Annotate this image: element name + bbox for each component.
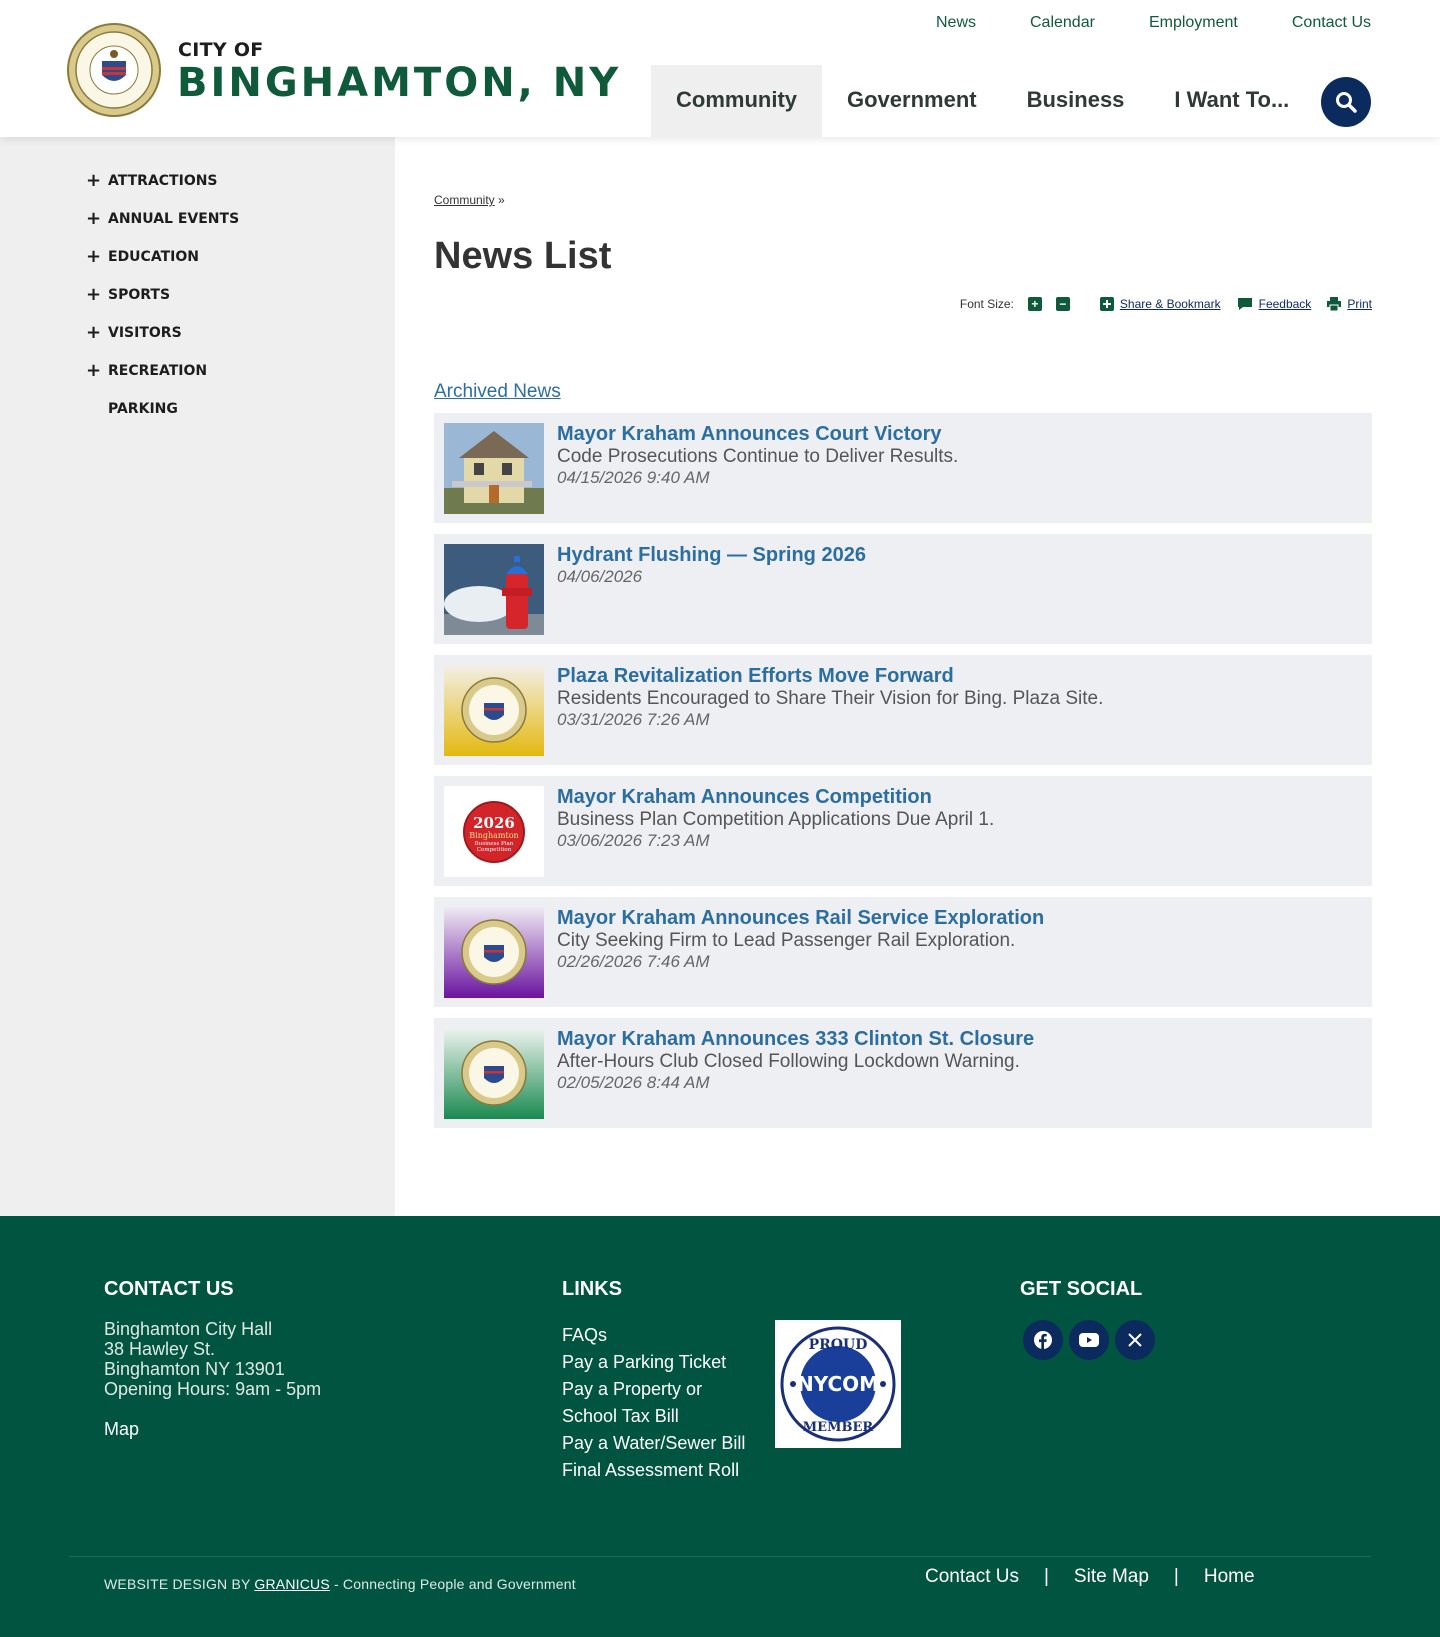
share-label: Share & Bookmark (1119, 297, 1221, 311)
nav-community[interactable]: Community (651, 65, 822, 137)
page-title: News List (434, 235, 612, 277)
footer-contact-address (104, 1319, 321, 1399)
print-label: Print (1347, 297, 1372, 311)
badge-bottom-text: MEMBER (802, 1420, 874, 1435)
main-nav (651, 65, 1314, 137)
site-header (0, 0, 1440, 137)
news-subtitle: City Seeking Firm to Lead Passenger Rail Exploration. (557, 930, 1016, 951)
font-size-label: Font Size: (959, 297, 1014, 311)
footer-bottom-nav (925, 1566, 1255, 1588)
page-tools (960, 297, 1372, 311)
news-title[interactable]: Mayor Kraham Announces Rail Service Exploration (557, 907, 1045, 929)
news-title[interactable]: Hydrant Flushing — Spring 2026 (557, 544, 866, 566)
utility-nav (882, 14, 1371, 32)
nycom-member-badge[interactable] (775, 1320, 901, 1448)
news-date: 03/06/2026 7:23 AM (557, 831, 710, 850)
social-links (1023, 1320, 1155, 1360)
footer-separator: | (1043, 1566, 1049, 1587)
news-title[interactable]: Mayor Kraham Announces Court Victory (557, 423, 942, 445)
news-text (557, 423, 1362, 487)
news-text (557, 665, 1362, 729)
footer-link-tax-bill[interactable]: Pay a Property or School Tax Bill (562, 1379, 703, 1426)
news-title[interactable]: Mayor Kraham Announces Competition (557, 786, 932, 808)
news-thumbnail-hydrant[interactable] (444, 544, 544, 635)
footer-links-list (562, 1322, 762, 1484)
footer-social-heading: GET SOCIAL (1020, 1278, 1143, 1300)
feedback-label: Feedback (1258, 297, 1312, 311)
news-thumbnail-house[interactable] (444, 423, 544, 514)
contact-line: Opening Hours: 9am - 5pm (104, 1379, 322, 1399)
news-subtitle: Business Plan Competition Applications Due April 1. (557, 809, 995, 830)
footer-link-faqs[interactable]: FAQs (562, 1325, 608, 1345)
news-date: 04/15/2026 9:40 AM (557, 468, 710, 487)
print-link[interactable] (1327, 297, 1372, 311)
badge-line3: Competition (476, 847, 512, 853)
news-item[interactable] (434, 776, 1372, 886)
news-subtitle: Code Prosecutions Continue to Deliver Results. (557, 446, 959, 467)
utility-link-calendar[interactable]: Calendar (1030, 14, 1095, 31)
sidebar-item-annual-events[interactable] (0, 200, 395, 238)
contact-line: Binghamton NY 13901 (104, 1359, 285, 1379)
footer-links-heading: LINKS (562, 1278, 622, 1300)
search-icon (1335, 91, 1357, 113)
expand-plus-icon[interactable]: + (86, 322, 102, 343)
news-text (557, 1028, 1362, 1092)
news-title[interactable]: Plaza Revitalization Efforts Move Forward (557, 665, 954, 687)
nav-i-want-to[interactable]: I Want To... (1174, 87, 1290, 112)
facebook-icon (1034, 1331, 1052, 1349)
sidebar-item-recreation[interactable] (0, 352, 395, 390)
breadcrumb-community[interactable]: Community (434, 193, 495, 207)
logo-city-of[interactable]: CITY OF (178, 39, 264, 61)
footer-divider (69, 1556, 1371, 1557)
search-button[interactable] (1321, 77, 1371, 127)
feedback-icon (1237, 297, 1253, 311)
x-icon (1127, 1332, 1143, 1348)
expand-plus-icon[interactable]: + (86, 284, 102, 305)
sidebar-menu (0, 137, 395, 428)
sidebar-item-label: RECREATION (108, 363, 208, 379)
sidebar-item-education[interactable] (0, 238, 395, 276)
sidebar-item-parking[interactable] (0, 390, 395, 428)
share-plus-icon (1100, 297, 1114, 311)
news-thumbnail-seal-gold[interactable] (444, 665, 544, 756)
utility-link-news[interactable]: News (935, 14, 976, 31)
footer-link-parking-ticket[interactable]: Pay a Parking Ticket (562, 1352, 727, 1372)
footer-contact-heading: CONTACT US (104, 1278, 234, 1300)
x-link[interactable] (1115, 1320, 1155, 1360)
credit-suffix: - Connecting People and Government (333, 1576, 576, 1592)
news-thumbnail-seal-purple[interactable] (444, 907, 544, 998)
footer-bottom-home[interactable]: Home (1203, 1566, 1255, 1587)
sidebar-item-label: PARKING (108, 401, 178, 417)
footer-map-link[interactable]: Map (104, 1419, 140, 1439)
print-icon (1327, 297, 1341, 311)
archived-news-link[interactable]: Archived News (434, 381, 561, 402)
contact-line: Binghamton City Hall (104, 1319, 273, 1339)
news-subtitle: Residents Encouraged to Share Their Vision for Bing. Plaza Site. (557, 688, 1104, 709)
youtube-icon (1079, 1333, 1099, 1347)
badge-top-text: PROUD (808, 1337, 868, 1353)
footer-bottom-site-map[interactable]: Site Map (1073, 1566, 1149, 1587)
sidebar-item-label: EDUCATION (108, 249, 199, 265)
news-subtitle: After-Hours Club Closed Following Lockdown Warning. (557, 1051, 1020, 1072)
nav-business[interactable]: Business (1026, 87, 1125, 112)
granicus-link[interactable]: GRANICUS (254, 1576, 330, 1592)
news-text (557, 544, 1362, 586)
badge-year: 2026 (473, 814, 515, 832)
contact-line: 38 Hawley St. (104, 1339, 216, 1359)
font-increase-button[interactable]: + (1028, 297, 1042, 311)
expand-plus-icon[interactable]: + (86, 360, 102, 381)
youtube-link[interactable] (1069, 1320, 1109, 1360)
sidebar-item-label: ATTRACTIONS (108, 173, 218, 189)
sidebar-item-visitors[interactable] (0, 314, 395, 352)
news-date: 03/31/2026 7:26 AM (557, 710, 710, 729)
news-text (557, 907, 1362, 971)
footer-separator: | (1173, 1566, 1179, 1587)
breadcrumb-separator: » (498, 193, 505, 207)
news-date: 04/06/2026 (557, 567, 643, 586)
facebook-link[interactable] (1023, 1320, 1063, 1360)
breadcrumb (434, 193, 505, 207)
utility-link-employment[interactable]: Employment (1148, 14, 1238, 31)
expand-plus-icon[interactable]: + (86, 170, 102, 191)
news-item[interactable] (434, 655, 1372, 765)
news-date: 02/26/2026 7:46 AM (557, 952, 710, 971)
site-footer (0, 1216, 1440, 1637)
news-title[interactable]: Mayor Kraham Announces 333 Clinton St. Closure (557, 1028, 1035, 1050)
badge-center-text: NYCOM (796, 1372, 880, 1396)
news-item[interactable] (434, 413, 1372, 523)
footer-link-assessment-roll[interactable]: Final Assessment Roll (562, 1460, 740, 1480)
sidebar-item-label: VISITORS (108, 325, 182, 341)
badge-line2: Business Plan (474, 841, 514, 847)
news-item[interactable] (434, 1018, 1372, 1128)
news-text (557, 786, 1362, 850)
font-decrease-button[interactable]: − (1056, 297, 1070, 311)
footer-bottom-contact-us[interactable]: Contact Us (925, 1566, 1019, 1587)
sidebar-item-sports[interactable] (0, 276, 395, 314)
news-item[interactable] (434, 534, 1372, 644)
share-bookmark-link[interactable] (1100, 297, 1221, 311)
sidebar (0, 137, 395, 1217)
logo-city-name[interactable]: BINGHAMTON, NY (177, 60, 622, 106)
sidebar-item-attractions[interactable] (0, 162, 395, 200)
nav-government[interactable]: Government (847, 87, 977, 112)
news-list (434, 413, 1372, 1139)
expand-plus-icon[interactable]: + (86, 208, 102, 229)
feedback-link[interactable] (1237, 297, 1312, 311)
sidebar-item-label: ANNUAL EVENTS (108, 211, 240, 227)
sidebar-item-label: SPORTS (108, 287, 171, 303)
credit-prefix: WEBSITE DESIGN BY (104, 1576, 251, 1592)
city-seal-logo[interactable] (67, 23, 161, 117)
news-date: 02/05/2026 8:44 AM (557, 1073, 710, 1092)
news-thumbnail-seal-green[interactable] (444, 1028, 544, 1119)
footer-link-water-sewer[interactable]: Pay a Water/Sewer Bill (562, 1433, 746, 1453)
news-item[interactable] (434, 897, 1372, 1007)
site-credit (104, 1576, 576, 1592)
news-thumbnail-competition[interactable] (444, 786, 544, 877)
expand-plus-icon[interactable]: + (86, 246, 102, 267)
badge-line1: Binghamton (469, 831, 519, 840)
utility-link-contact-us[interactable]: Contact Us (1291, 14, 1371, 31)
